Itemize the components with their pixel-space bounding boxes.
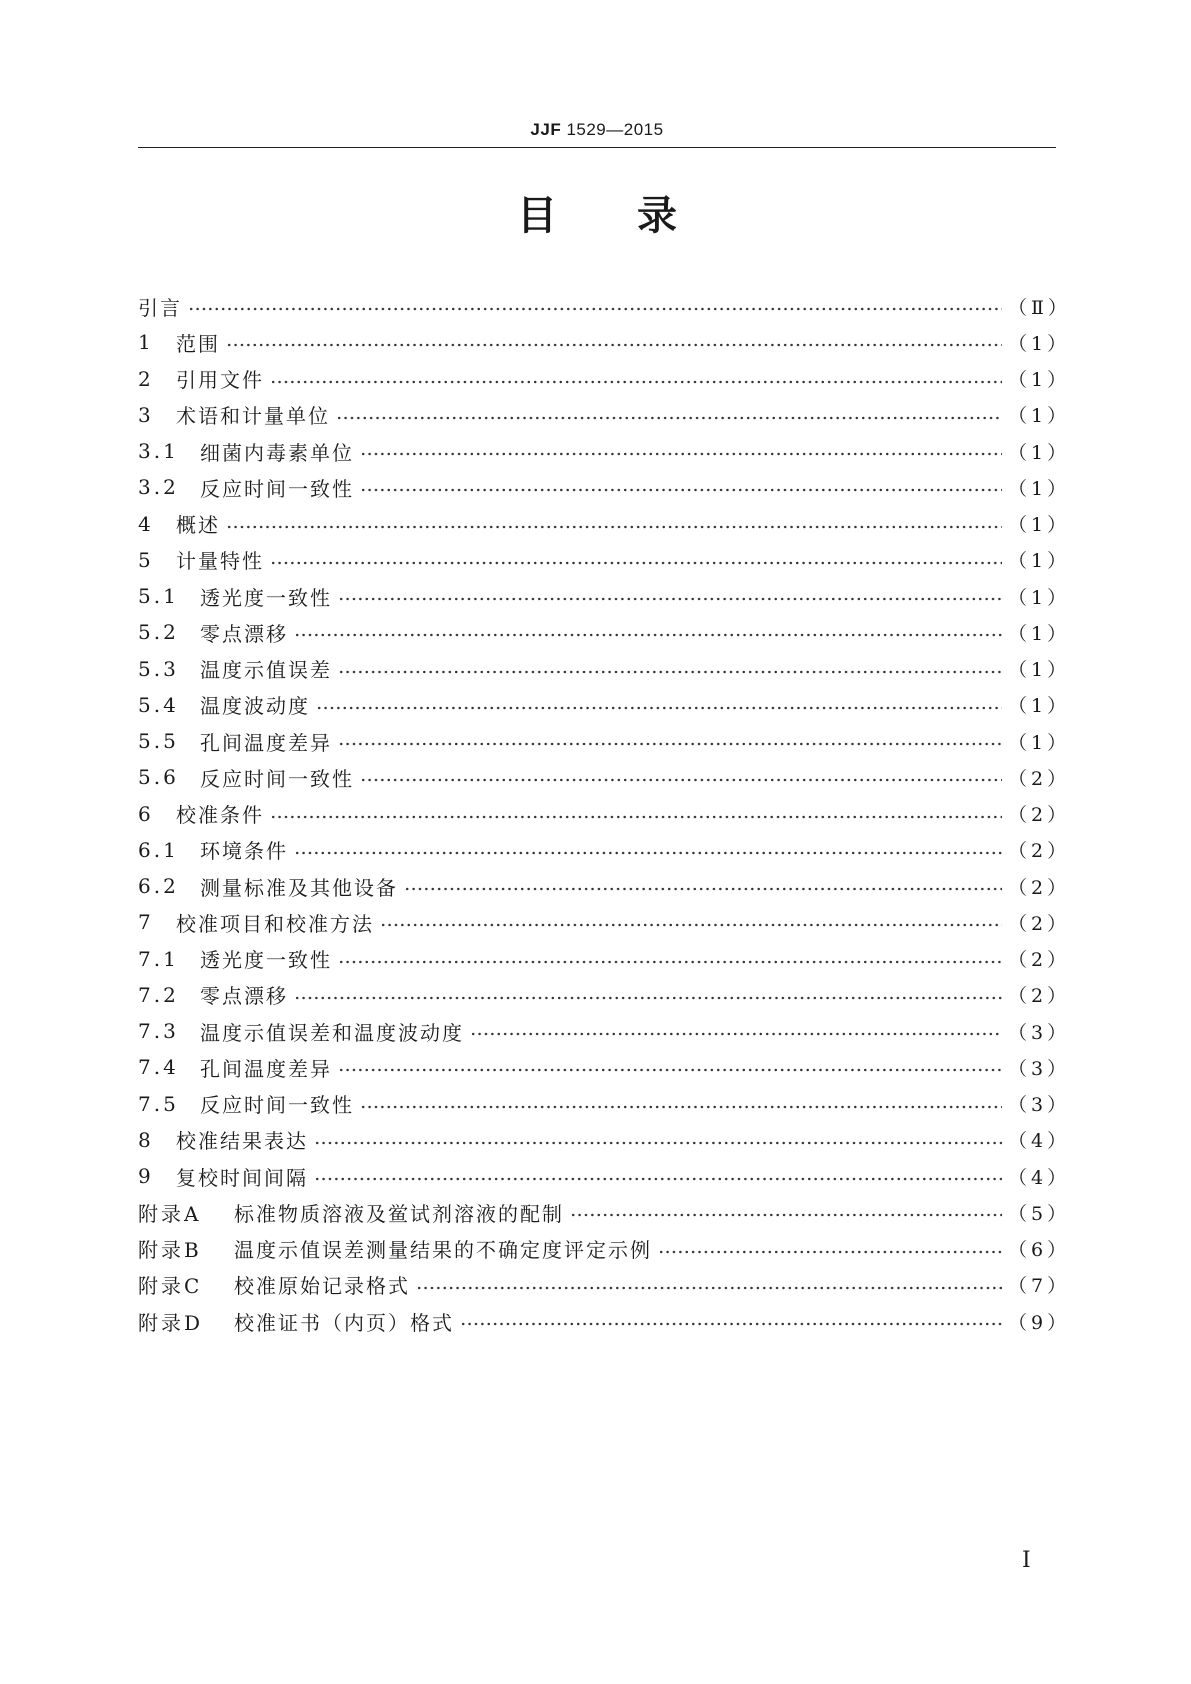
standard-code xyxy=(530,120,663,140)
dot-leader xyxy=(314,1176,1002,1182)
toc-entry-number: 附录D xyxy=(138,1310,204,1335)
toc-entry[interactable] xyxy=(138,1267,1071,1303)
dot-leader xyxy=(416,1285,1002,1291)
toc-entry-page: （3） xyxy=(1008,1057,1071,1080)
toc-entry-label: 范围 xyxy=(176,331,220,356)
dot-leader xyxy=(294,850,1002,856)
toc-entry-number: 7.5 xyxy=(138,1091,179,1116)
dot-leader xyxy=(294,632,1002,638)
toc-entry-label: 反应时间一致性 xyxy=(200,476,354,501)
toc-entry[interactable] xyxy=(138,397,1071,433)
dot-leader xyxy=(570,1212,1002,1218)
dot-leader xyxy=(294,995,1002,1001)
dot-leader xyxy=(314,1140,1002,1146)
toc-entry-number: 附录B xyxy=(138,1238,202,1263)
toc-entry-label: 温度示值误差 xyxy=(200,658,332,683)
toc-entry-label: 测量标准及其他设备 xyxy=(200,875,398,900)
toc-entry-number: 附录C xyxy=(138,1274,203,1299)
toc-entry[interactable] xyxy=(138,687,1071,723)
toc-entry-page: （1） xyxy=(1008,550,1071,573)
toc-entry-label: 引言 xyxy=(138,295,182,320)
toc-entry-page: （1） xyxy=(1008,441,1071,464)
dot-leader xyxy=(338,741,1002,747)
toc-entry-number: 6.2 xyxy=(138,874,179,899)
toc-entry[interactable] xyxy=(138,614,1071,650)
toc-entry-page: （2） xyxy=(1008,840,1071,863)
toc-entry-page: （2） xyxy=(1008,912,1071,935)
toc-entry-label: 标准物质溶液及鲎试剂溶液的配制 xyxy=(234,1201,564,1226)
toc-entry-page: （7） xyxy=(1008,1275,1071,1298)
toc-entry-page: （2） xyxy=(1008,876,1071,899)
toc-entry-page: （1） xyxy=(1008,405,1071,428)
toc-entry-page: （1） xyxy=(1008,622,1071,645)
toc-entry-number: 3 xyxy=(138,402,154,427)
toc-entry-label: 零点漂移 xyxy=(200,621,288,646)
toc-entry-label: 温度波动度 xyxy=(200,694,310,719)
dot-leader xyxy=(380,922,1002,928)
toc-entry-label: 概述 xyxy=(176,513,220,538)
dot-leader xyxy=(226,524,1002,530)
toc-entry-number: 5.5 xyxy=(138,729,179,754)
toc-entry[interactable] xyxy=(138,469,1071,505)
dot-leader xyxy=(316,705,1002,711)
dot-leader xyxy=(270,379,1002,385)
running-header xyxy=(138,108,1056,148)
toc-entry-page: （1） xyxy=(1008,731,1071,754)
toc-entry[interactable] xyxy=(138,288,1071,324)
page-title xyxy=(138,193,1056,239)
toc-entry-page: （3） xyxy=(1008,1021,1071,1044)
toc-entry-page: （2） xyxy=(1008,985,1071,1008)
toc-entry[interactable] xyxy=(138,433,1071,469)
toc-entry-label: 反应时间一致性 xyxy=(200,1093,354,1118)
toc-entry[interactable] xyxy=(138,796,1071,832)
toc-entry-page: （1） xyxy=(1008,514,1071,537)
toc-entry-label: 孔间温度差异 xyxy=(200,1056,332,1081)
toc-entry[interactable] xyxy=(138,868,1071,904)
toc-entry-page: （6） xyxy=(1008,1239,1071,1262)
dot-leader xyxy=(460,1321,1002,1327)
toc-entry[interactable] xyxy=(138,1122,1071,1158)
dot-leader xyxy=(338,959,1002,965)
toc-entry-number: 3.1 xyxy=(138,439,179,464)
dot-leader xyxy=(188,306,1002,312)
toc-entry[interactable] xyxy=(138,1303,1071,1339)
toc-entry-number: 1 xyxy=(138,330,154,355)
toc-entry-label: 校准原始记录格式 xyxy=(234,1274,410,1299)
toc-entry-number: 7 xyxy=(138,910,154,935)
toc-entry[interactable] xyxy=(138,1194,1071,1230)
toc-entry-page: （2） xyxy=(1008,804,1071,827)
toc-entry-label: 校准条件 xyxy=(176,803,264,828)
toc-entry-label: 校准结果表达 xyxy=(176,1129,308,1154)
toc-entry-number: 2 xyxy=(138,366,154,391)
toc-entry[interactable] xyxy=(138,1013,1071,1049)
toc-entry-number: 5.1 xyxy=(138,584,179,609)
toc-entry-number: 5.2 xyxy=(138,620,179,645)
dot-leader xyxy=(658,1249,1002,1255)
toc-entry-number: 6.1 xyxy=(138,837,179,862)
dot-leader xyxy=(338,669,1002,675)
toc-entry-page: （1） xyxy=(1008,695,1071,718)
toc-entry[interactable] xyxy=(138,904,1071,940)
toc-entry[interactable] xyxy=(138,977,1071,1013)
dot-leader xyxy=(338,1067,1002,1073)
toc-entry-page: （1） xyxy=(1008,332,1071,355)
toc-entry-number: 3.2 xyxy=(138,475,179,500)
toc-entry-label: 引用文件 xyxy=(176,368,264,393)
toc-entry-page: （5） xyxy=(1008,1202,1071,1225)
toc-entry-label: 校准证书（内页）格式 xyxy=(234,1310,454,1335)
toc-entry-label: 透光度一致性 xyxy=(200,585,332,610)
dot-leader xyxy=(360,451,1002,457)
toc-entry-label: 细菌内毒素单位 xyxy=(200,440,354,465)
dot-leader xyxy=(470,1031,1002,1037)
dot-leader xyxy=(338,596,1002,602)
toc-entry[interactable] xyxy=(138,759,1071,795)
toc-entry-label: 温度示值误差和温度波动度 xyxy=(200,1020,464,1045)
toc-entry[interactable] xyxy=(138,1049,1071,1085)
toc-entry-label: 孔间温度差异 xyxy=(200,730,332,755)
toc-entry-number: 9 xyxy=(138,1164,154,1189)
toc-entry-label: 术语和计量单位 xyxy=(176,404,330,429)
toc-entry-label: 校准项目和校准方法 xyxy=(176,911,374,936)
toc-entry-page: （1） xyxy=(1008,659,1071,682)
toc-entry-number: 8 xyxy=(138,1127,154,1152)
toc-entry[interactable] xyxy=(138,1231,1071,1267)
toc-entry-number: 7.4 xyxy=(138,1055,179,1080)
toc-entry-label: 复校时间间隔 xyxy=(176,1165,308,1190)
toc-entry-number: 5.4 xyxy=(138,692,179,717)
dot-leader xyxy=(360,777,1002,783)
toc-entry-label: 零点漂移 xyxy=(200,984,288,1009)
dot-leader xyxy=(270,560,1002,566)
dot-leader xyxy=(226,342,1002,348)
toc-entry-label: 计量特性 xyxy=(176,549,264,574)
toc-entry-page: （2） xyxy=(1008,767,1071,790)
dot-leader xyxy=(360,1104,1002,1110)
toc-entry-number: 5.3 xyxy=(138,656,179,681)
title-char-2: 录 xyxy=(637,193,677,239)
toc-entry-label: 反应时间一致性 xyxy=(200,766,354,791)
toc-entry[interactable] xyxy=(138,723,1071,759)
toc-entry-number: 5 xyxy=(138,547,154,572)
toc-entry[interactable] xyxy=(138,542,1071,578)
toc-entry-page: （4） xyxy=(1008,1166,1071,1189)
toc-entry[interactable] xyxy=(138,1158,1071,1194)
toc-entry[interactable] xyxy=(138,832,1071,868)
toc-entry[interactable] xyxy=(138,324,1071,360)
toc-entry-page: （9） xyxy=(1008,1311,1071,1334)
toc-entry-number: 7.2 xyxy=(138,982,179,1007)
dot-leader xyxy=(404,886,1002,892)
dot-leader xyxy=(270,814,1002,820)
toc-entry-label: 环境条件 xyxy=(200,839,288,864)
toc-entry-label: 透光度一致性 xyxy=(200,948,332,973)
title-char-1: 目 xyxy=(517,193,557,239)
toc-entry[interactable] xyxy=(138,651,1071,687)
toc-entry-number: 7.1 xyxy=(138,946,179,971)
page-number: I xyxy=(1022,1548,1031,1573)
toc-entry-page: （1） xyxy=(1008,369,1071,392)
toc-entry[interactable] xyxy=(138,361,1071,397)
toc-entry-page: （2） xyxy=(1008,949,1071,972)
toc-entry[interactable] xyxy=(138,1086,1071,1122)
dot-leader xyxy=(336,415,1002,421)
toc-entry[interactable] xyxy=(138,941,1071,977)
toc-entry-number: 7.3 xyxy=(138,1019,179,1044)
toc-entry-page: （3） xyxy=(1008,1094,1071,1117)
toc-entry-page: （1） xyxy=(1008,586,1071,609)
toc-entry-page: （1） xyxy=(1008,477,1071,500)
toc-entry-page: （Ⅱ） xyxy=(1008,296,1071,319)
toc-entry[interactable] xyxy=(138,578,1071,614)
table-of-contents xyxy=(138,288,1071,1339)
toc-entry-number: 4 xyxy=(138,511,154,536)
dot-leader xyxy=(360,487,1002,493)
toc-entry-page: （4） xyxy=(1008,1130,1071,1153)
toc-entry-number: 6 xyxy=(138,801,154,826)
toc-entry[interactable] xyxy=(138,506,1071,542)
toc-entry-number: 5.6 xyxy=(138,765,179,790)
standard-prefix: JJF xyxy=(530,120,562,139)
standard-number: 1529—2015 xyxy=(566,120,664,139)
toc-entry-number: 附录A xyxy=(138,1201,202,1226)
toc-entry-label: 温度示值误差测量结果的不确定度评定示例 xyxy=(234,1238,652,1263)
